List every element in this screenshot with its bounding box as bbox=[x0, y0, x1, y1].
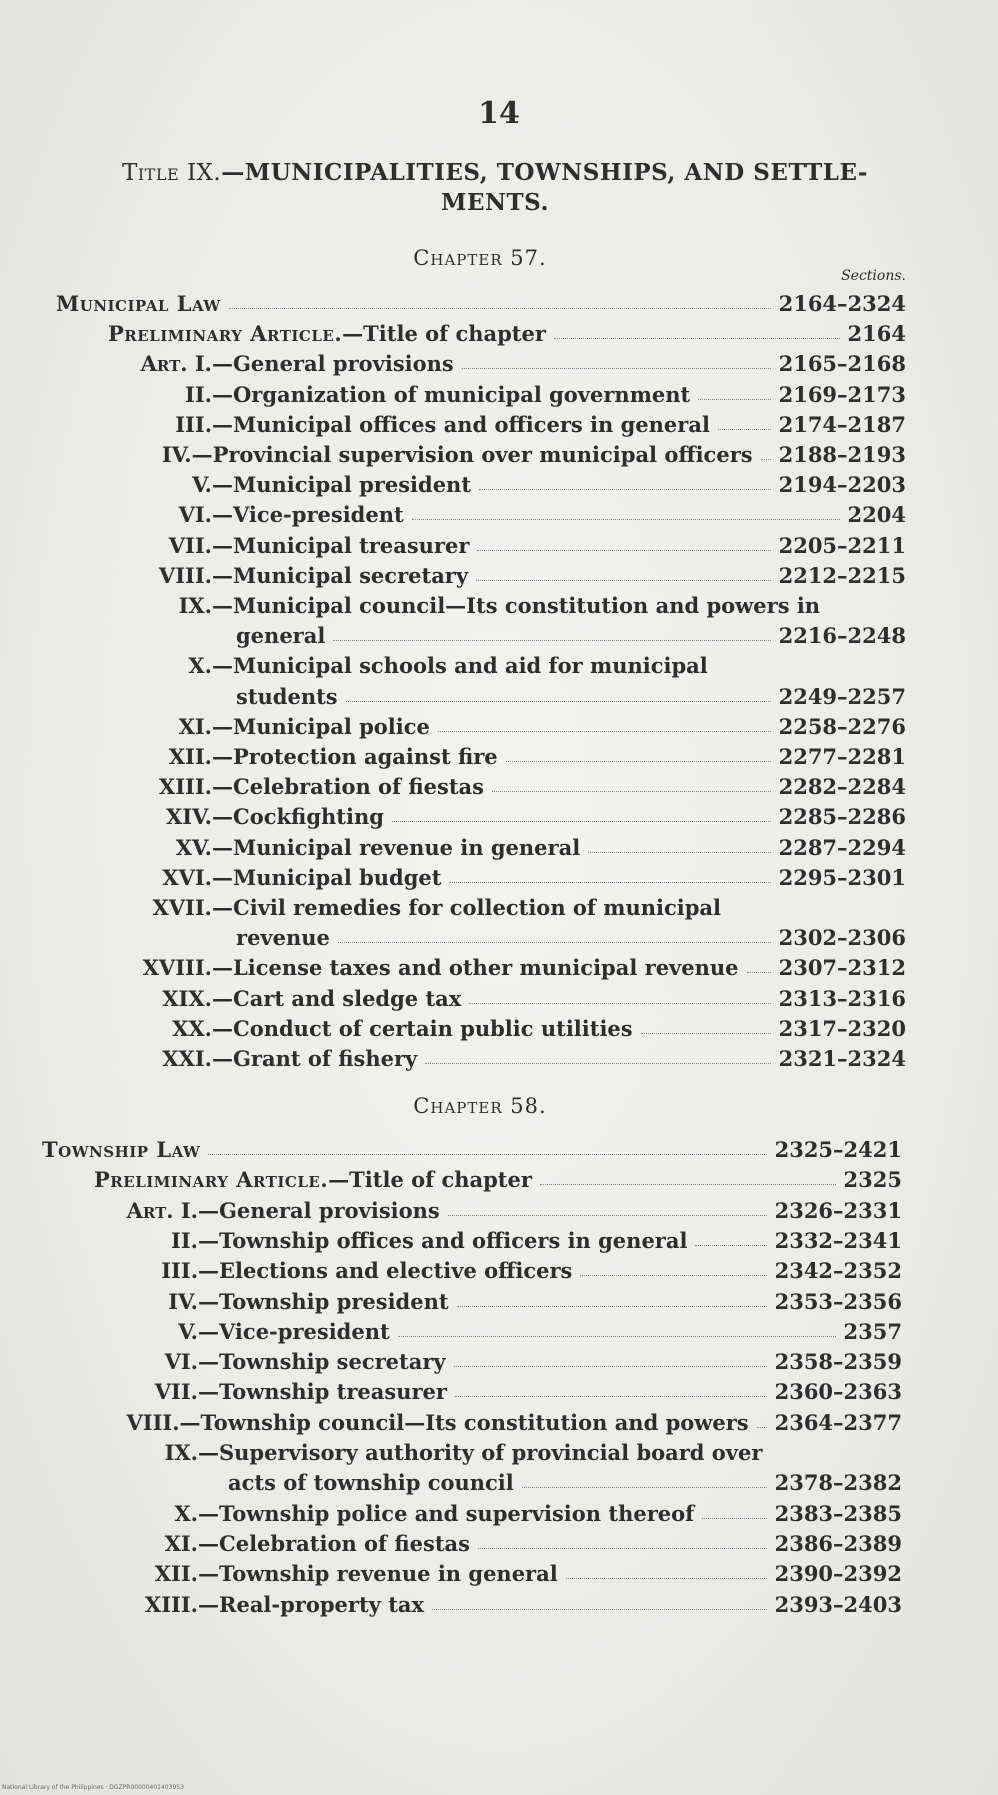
article-number: IV. bbox=[161, 442, 192, 467]
dot-leader bbox=[438, 731, 771, 732]
section-range: 2188–2193 bbox=[778, 442, 906, 467]
article-number: VII. bbox=[154, 1379, 198, 1405]
dot-leader bbox=[492, 791, 771, 792]
dot-leader bbox=[718, 429, 771, 430]
section-range: 2164 bbox=[847, 321, 906, 347]
toc-entry bbox=[236, 618, 906, 648]
dot-leader bbox=[695, 1245, 766, 1246]
toc-entry bbox=[82, 830, 906, 860]
article-number: IX. bbox=[164, 1440, 198, 1465]
toc-entry bbox=[68, 1435, 902, 1465]
article-number: XIX. bbox=[162, 985, 212, 1011]
dot-leader bbox=[412, 519, 840, 520]
article-number: Art. I. bbox=[140, 351, 212, 377]
dot-leader bbox=[346, 701, 771, 702]
section-range: 2325 bbox=[843, 1167, 902, 1193]
dot-leader bbox=[540, 1184, 836, 1185]
entry-title: —Vice-president bbox=[212, 502, 404, 528]
article-number: IX. bbox=[178, 593, 212, 618]
article-number: II. bbox=[185, 381, 212, 407]
article-number: VI. bbox=[178, 502, 212, 528]
dot-leader bbox=[457, 1306, 767, 1307]
dot-leader bbox=[448, 1215, 767, 1216]
section-range: 2216–2248 bbox=[778, 623, 906, 649]
article-number: XII. bbox=[154, 1561, 198, 1587]
dot-leader bbox=[757, 1427, 767, 1428]
entry-title: —Vice-president bbox=[198, 1318, 390, 1344]
article-number: III. bbox=[161, 1258, 198, 1284]
entry-title: —Township council—Its constitution and powers bbox=[179, 1409, 749, 1435]
article-number: XI. bbox=[164, 1530, 198, 1556]
toc-entry bbox=[82, 346, 906, 376]
entry-title: —Township police and supervision thereof bbox=[198, 1500, 695, 1526]
article-number: V. bbox=[178, 1318, 198, 1344]
entry-title: —Township treasurer bbox=[198, 1379, 447, 1405]
toc-entry bbox=[82, 769, 906, 799]
section-range: 2169–2173 bbox=[778, 381, 906, 407]
dot-leader bbox=[588, 852, 770, 853]
article-number: VI. bbox=[164, 1349, 198, 1375]
section-range: 2282–2284 bbox=[778, 774, 906, 800]
section-range: 2164–2324 bbox=[778, 291, 906, 316]
page-number: 14 bbox=[478, 96, 520, 131]
entry-title: Preliminary Article.—Title of chapter bbox=[94, 1167, 532, 1193]
entry-title: —Cockfighting bbox=[212, 804, 384, 830]
article-number: XIII. bbox=[158, 774, 212, 800]
section-range: 2332–2341 bbox=[774, 1227, 902, 1253]
dot-leader bbox=[580, 1275, 766, 1276]
toc-entry bbox=[68, 1193, 902, 1223]
section-range: 2326–2331 bbox=[774, 1197, 902, 1223]
entry-title: —Civil remedies for collection of municipal bbox=[212, 895, 722, 920]
entry-title: —General provisions bbox=[212, 351, 454, 377]
dot-leader bbox=[702, 1518, 766, 1519]
entry-title: —Real-property tax bbox=[198, 1591, 425, 1617]
article-number: XIII. bbox=[144, 1591, 198, 1617]
entry-title: —Protection against fire bbox=[212, 744, 498, 769]
section-range: 2317–2320 bbox=[778, 1015, 906, 1041]
part-title: Township Law bbox=[42, 1137, 201, 1162]
article-number: XVII. bbox=[152, 895, 212, 920]
article-number: XX. bbox=[172, 1015, 212, 1041]
entry-title: —Municipal offices and officers in general bbox=[212, 411, 710, 437]
title-text: —MUNICIPALITIES, TOWNSHIPS, AND SETTLE- bbox=[221, 159, 868, 186]
toc-entry bbox=[68, 1556, 902, 1586]
chapter-58-heading: Chapter 58. bbox=[413, 1094, 547, 1118]
toc-entry bbox=[68, 1405, 902, 1435]
article-number: XV. bbox=[175, 834, 212, 860]
entry-title: —Township revenue in general bbox=[198, 1561, 558, 1587]
section-range: 2321–2324 bbox=[778, 1046, 906, 1071]
toc-entry bbox=[82, 648, 906, 678]
entry-title: —Municipal secretary bbox=[212, 562, 469, 588]
sections-column-label: Sections. bbox=[841, 268, 906, 284]
toc-entry bbox=[68, 1526, 902, 1556]
dot-leader bbox=[455, 1396, 767, 1397]
entry-title: —License taxes and other municipal revenue bbox=[212, 955, 739, 981]
article-number: X. bbox=[188, 653, 212, 679]
section-range: 2383–2385 bbox=[774, 1500, 902, 1526]
toc-entry bbox=[56, 286, 906, 316]
dot-leader bbox=[333, 640, 770, 641]
dot-leader bbox=[698, 399, 770, 400]
toc-entry bbox=[68, 1314, 902, 1344]
entry-title: —Elections and elective officers bbox=[198, 1258, 573, 1284]
section-range: 2249–2257 bbox=[778, 683, 906, 709]
article-number: VIII. bbox=[158, 562, 212, 588]
toc-entry bbox=[82, 497, 906, 527]
entry-title: revenue bbox=[236, 925, 330, 951]
section-range: 2302–2306 bbox=[778, 925, 906, 951]
toc-entry bbox=[82, 588, 906, 618]
toc-entry bbox=[82, 1041, 906, 1071]
section-range: 2357 bbox=[843, 1318, 902, 1344]
dot-leader bbox=[338, 942, 771, 943]
dot-leader bbox=[208, 1154, 766, 1155]
entry-title: —Grant of fishery bbox=[212, 1046, 418, 1071]
entry-title: —Municipal revenue in general bbox=[212, 834, 581, 860]
entry-title: —Township secretary bbox=[198, 1349, 446, 1375]
toc-entry bbox=[68, 1284, 902, 1314]
section-range: 2277–2281 bbox=[778, 744, 906, 769]
toc-entry bbox=[82, 981, 906, 1011]
entry-title: —Municipal president bbox=[212, 472, 472, 498]
article-number: XIV. bbox=[165, 804, 212, 830]
dot-leader bbox=[398, 1336, 836, 1337]
section-range: 2364–2377 bbox=[774, 1409, 902, 1435]
section-range: 2360–2363 bbox=[774, 1379, 902, 1405]
toc-entry bbox=[228, 1465, 902, 1495]
dot-leader bbox=[477, 550, 770, 551]
entry-title: —Provincial supervision over municipal officers bbox=[191, 442, 753, 467]
toc-entry bbox=[236, 679, 906, 709]
section-range: 2307–2312 bbox=[778, 955, 906, 981]
toc-entry bbox=[82, 709, 906, 739]
dot-leader bbox=[476, 580, 771, 581]
section-range: 2212–2215 bbox=[778, 562, 906, 588]
article-number: III. bbox=[175, 411, 212, 437]
entry-title: —Supervisory authority of provincial board over bbox=[198, 1440, 763, 1465]
toc-entry bbox=[82, 407, 906, 437]
title-prefix: Title IX. bbox=[122, 160, 222, 186]
dot-leader bbox=[479, 489, 771, 490]
dot-leader bbox=[641, 1033, 771, 1034]
entry-title: —Municipal police bbox=[212, 713, 430, 739]
toc-entry bbox=[82, 558, 906, 588]
section-range: 2342–2352 bbox=[774, 1258, 902, 1284]
entry-title: —Celebration of fiestas bbox=[198, 1530, 470, 1556]
toc-entry bbox=[68, 1223, 902, 1253]
entry-title: —General provisions bbox=[198, 1197, 440, 1223]
section-range: 2393–2403 bbox=[774, 1591, 902, 1617]
entry-title: —Municipal council—Its constitution and powers in bbox=[212, 593, 821, 618]
part-title: Municipal Law bbox=[56, 291, 221, 316]
article-number: VII. bbox=[168, 532, 212, 558]
section-range: 2165–2168 bbox=[778, 351, 906, 377]
section-range: 2174–2187 bbox=[778, 411, 906, 437]
entry-title: students bbox=[236, 683, 338, 709]
toc-entry bbox=[68, 1253, 902, 1283]
entry-title: —Conduct of certain public utilities bbox=[212, 1015, 633, 1041]
article-number: Art. I. bbox=[126, 1197, 198, 1223]
entry-title: —Cart and sledge tax bbox=[212, 985, 462, 1011]
title-heading bbox=[70, 158, 920, 218]
toc-entry bbox=[82, 528, 906, 558]
dot-leader bbox=[469, 1003, 770, 1004]
toc-entry bbox=[82, 860, 906, 890]
article-number: X. bbox=[174, 1500, 198, 1526]
section-range: 2358–2359 bbox=[774, 1349, 902, 1375]
chapter-57-heading: Chapter 57. bbox=[413, 246, 547, 270]
dot-leader bbox=[462, 368, 771, 369]
entry-title: —Township president bbox=[198, 1288, 449, 1314]
toc-entry bbox=[82, 739, 906, 769]
entry-title: —Municipal treasurer bbox=[212, 532, 470, 558]
toc-entry bbox=[82, 1011, 906, 1041]
entry-title: —Organization of municipal government bbox=[212, 381, 691, 407]
toc-entry bbox=[68, 1587, 902, 1617]
section-range: 2378–2382 bbox=[774, 1470, 902, 1496]
article-number: V. bbox=[192, 472, 212, 498]
entry-title: Preliminary Article.—Title of chapter bbox=[108, 321, 546, 347]
section-range: 2194–2203 bbox=[778, 472, 906, 498]
section-range: 2205–2211 bbox=[778, 532, 906, 558]
toc-entry bbox=[82, 950, 906, 980]
article-number: XI. bbox=[178, 713, 212, 739]
entry-title: —Celebration of fiestas bbox=[212, 774, 484, 800]
article-number: IV. bbox=[168, 1288, 198, 1314]
article-number: XXI. bbox=[162, 1046, 212, 1071]
dot-leader bbox=[449, 882, 770, 883]
toc-entry bbox=[68, 1374, 902, 1404]
toc-entry bbox=[82, 377, 906, 407]
section-range: 2204 bbox=[847, 502, 906, 528]
dot-leader bbox=[506, 761, 771, 762]
dot-leader bbox=[747, 972, 771, 973]
section-range: 2285–2286 bbox=[778, 804, 906, 830]
dot-leader bbox=[554, 338, 840, 339]
dot-leader bbox=[425, 1063, 770, 1064]
section-range: 2287–2294 bbox=[778, 834, 906, 860]
article-number: XII. bbox=[168, 744, 212, 769]
section-range: 2386–2389 bbox=[774, 1530, 902, 1556]
toc-entry bbox=[82, 467, 906, 497]
toc-entry bbox=[82, 799, 906, 829]
entry-title: —Township offices and officers in general bbox=[198, 1227, 688, 1253]
dot-leader bbox=[392, 821, 771, 822]
section-range: 2325–2421 bbox=[774, 1137, 902, 1162]
article-number: XVI. bbox=[162, 864, 212, 890]
section-range: 2258–2276 bbox=[778, 713, 906, 739]
title-text-line2: MENTS. bbox=[441, 189, 549, 216]
toc-entry bbox=[82, 890, 906, 920]
toc-entry bbox=[108, 316, 906, 346]
section-range: 2313–2316 bbox=[778, 985, 906, 1011]
toc-entry bbox=[68, 1496, 902, 1526]
toc-entry bbox=[42, 1132, 902, 1162]
article-number: VIII. bbox=[126, 1409, 180, 1435]
toc-entry bbox=[82, 437, 906, 467]
section-range: 2295–2301 bbox=[778, 864, 906, 890]
section-range: 2390–2392 bbox=[774, 1561, 902, 1587]
dot-leader bbox=[432, 1609, 767, 1610]
toc-entry bbox=[94, 1162, 902, 1192]
entry-title: acts of township council bbox=[228, 1470, 514, 1496]
entry-title: —Municipal budget bbox=[212, 864, 442, 890]
dot-leader bbox=[229, 308, 771, 309]
article-number: II. bbox=[171, 1227, 198, 1253]
dot-leader bbox=[478, 1548, 767, 1549]
footer-note: National Library of the Philippines · DGZPR00000401403953 bbox=[2, 1784, 184, 1791]
entry-title: general bbox=[236, 623, 326, 649]
toc-entry bbox=[236, 920, 906, 950]
section-range: 2353–2356 bbox=[774, 1288, 902, 1314]
toc-entry bbox=[68, 1344, 902, 1374]
dot-leader bbox=[761, 459, 771, 460]
dot-leader bbox=[566, 1578, 767, 1579]
entry-title: —Municipal schools and aid for municipal bbox=[212, 653, 708, 679]
dot-leader bbox=[454, 1366, 767, 1367]
article-number: XVIII. bbox=[142, 955, 212, 981]
dot-leader bbox=[522, 1487, 767, 1488]
